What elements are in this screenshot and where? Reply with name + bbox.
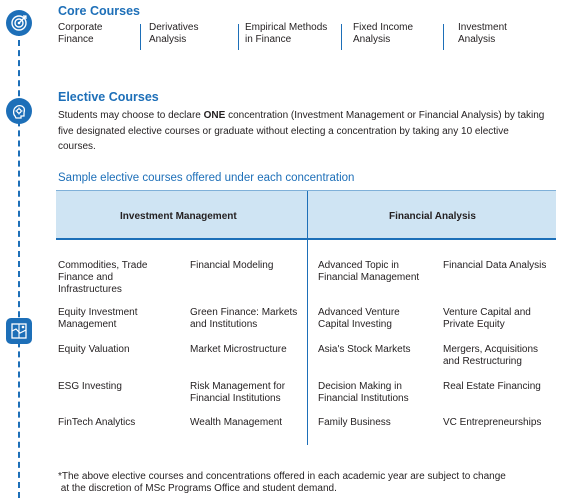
table-cell: Financial Modeling (190, 260, 274, 271)
map-puzzle-icon (6, 318, 32, 344)
table-cell: Family Business (318, 417, 391, 428)
table-cell: Market Microstructure (190, 344, 287, 355)
table-cell: Venture Capital and Private Equity (443, 307, 531, 330)
elective-courses-title: Elective Courses (58, 90, 159, 104)
core-course-item: Fixed Income Analysis (353, 22, 414, 45)
target-icon (6, 10, 32, 36)
concentration-table-header (56, 190, 556, 240)
header-investment-management: Investment Management (120, 211, 237, 222)
core-courses-title: Core Courses (58, 4, 140, 18)
table-cell: VC Entrepreneurships (443, 417, 542, 428)
table-cell: Commodities, Trade Finance and Infrastructures (58, 260, 148, 295)
table-cell: FinTech Analytics (58, 417, 136, 428)
core-course-item: Corporate Finance (58, 22, 103, 45)
core-separator (238, 24, 239, 50)
header-divider (307, 191, 308, 239)
table-cell: ESG Investing (58, 381, 122, 392)
table-cell: Real Estate Financing (443, 381, 541, 392)
table-cell: Equity Investment Management (58, 307, 138, 330)
table-cell: Wealth Management (190, 417, 283, 428)
table-cell: Decision Making in Financial Institutions (318, 381, 409, 404)
table-cell: Green Finance: Markets and Institutions (190, 307, 298, 330)
elective-desc-after: concentration (Investment Management or Financial Analysis) by taking five designated elective courses or graduate without electing a concentration by taking any 10 elective courses. (58, 110, 545, 152)
table-cell: Equity Valuation (58, 344, 130, 355)
table-cell: Mergers, Acquisitions and Restructuring (443, 344, 539, 367)
elective-desc-before: Students may choose to declare (58, 110, 204, 121)
elective-desc-emphasis: ONE (203, 110, 226, 121)
header-financial-analysis: Financial Analysis (389, 211, 476, 222)
table-cell: Risk Management for Financial Institutions (190, 381, 286, 404)
elective-description (58, 108, 548, 155)
core-separator (341, 24, 342, 50)
table-cell: Advanced Venture Capital Investing (318, 307, 400, 330)
core-separator (140, 24, 141, 50)
core-course-item: Investment Analysis (458, 22, 507, 45)
brain-gear-icon (6, 98, 32, 124)
concentration-divider (307, 240, 308, 445)
core-separator (443, 24, 444, 50)
footnote: *The above elective courses and concentrations offered in each academic year are subject to change at the discretion of MSc Programs Office and student demand. (58, 471, 506, 494)
table-cell: Financial Data Analysis (443, 260, 547, 271)
table-cell: Asia's Stock Markets (318, 344, 411, 355)
core-course-item: Empirical Methods in Finance (245, 22, 328, 45)
sample-electives-heading: Sample elective courses offered under each concentration (58, 172, 355, 184)
core-courses-row (58, 22, 558, 54)
table-cell: Advanced Topic in Financial Management (318, 260, 420, 283)
core-course-item: Derivatives Analysis (149, 22, 199, 45)
